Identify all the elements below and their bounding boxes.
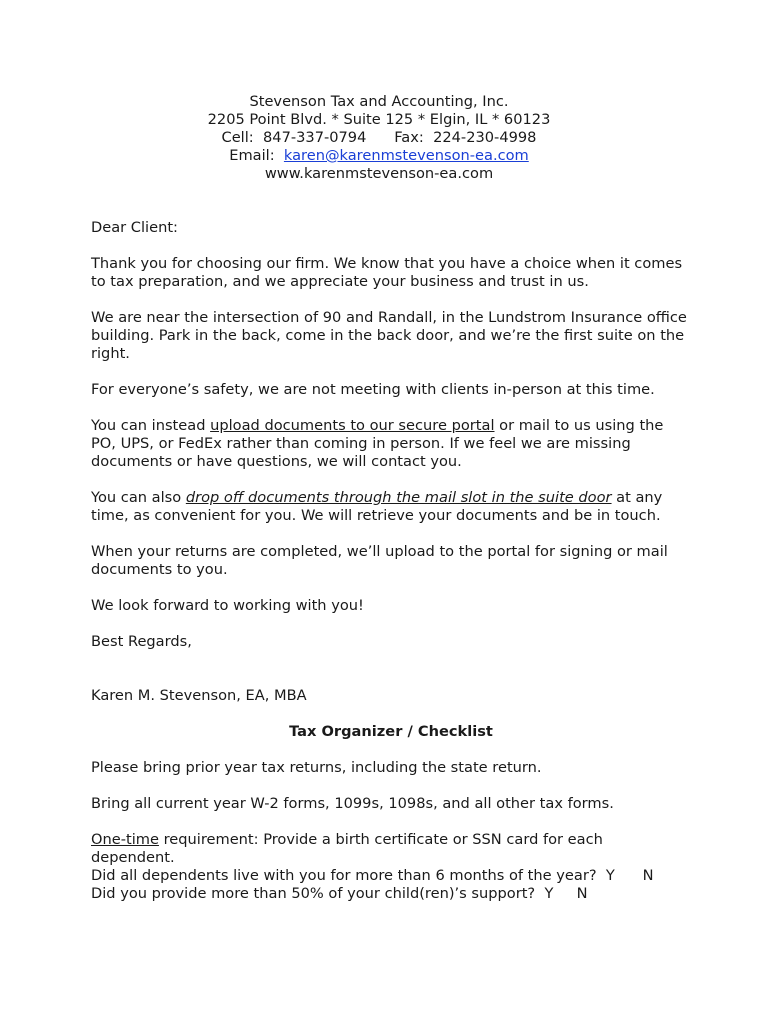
paragraph-thanks: Thank you for choosing our firm. We know that you have a choice when it comes to tax preparation, and we appreciate your business and trust in us. [91,255,683,290]
question-residency-text: Did all dependents live with you for more than 6 months of the year? [91,867,597,884]
letter-page [91,93,691,903]
checklist-item-tax-forms: Bring all current year W-2 forms, 1099s, 1098s, and all other tax forms. [91,795,614,812]
checklist-title: Tax Organizer / Checklist [289,723,493,740]
support-no-option[interactable]: N [576,885,588,902]
checklist-item-dependents [91,831,691,867]
fax-label: Fax: [394,129,424,146]
support-yes-option[interactable]: Y [544,885,554,902]
portal-link[interactable]: upload documents to our secure portal [210,417,495,434]
email-label: Email: [229,147,275,164]
cell-number: 847-337-0794 [263,129,367,146]
paragraph-dropoff [91,489,691,525]
dropoff-link: drop off documents through the mail slot in the suite door [185,489,612,506]
question-residency [91,867,691,885]
company-address: 2205 Point Blvd. * Suite 125 * Elgin, IL * 60123 [207,111,551,128]
fax-number: 224-230-4998 [433,129,537,146]
signature: Karen M. Stevenson, EA, MBA [91,687,307,704]
dropoff-post: at any time, as convenient for you. We will retrieve your documents and be in touch. [91,489,663,524]
dropoff-pre: You can also [91,489,186,506]
greeting: Dear Client: [91,219,178,236]
email-line [79,147,679,165]
email-link[interactable]: karen@karenmstevenson-ea.com [283,147,529,164]
paragraph-safety: For everyone’s safety, we are not meeting with clients in-person at this time. [91,381,655,398]
question-support-text: Did you provide more than 50% of your child(ren)’s support? [91,885,536,902]
cell-label: Cell: [221,129,254,146]
closing: Best Regards, [91,633,192,650]
one-time-label: One-time [91,831,159,848]
dependents-requirement: requirement: Provide a birth certificate or SSN card for each dependent. [91,831,603,866]
upload-post: or mail to us using the PO, UPS, or FedEx rather than coming in person. If we feel we are missing documents or have questions, we will contact you. [91,417,664,470]
paragraph-upload [91,417,691,471]
checklist-item-prior-returns: Please bring prior year tax returns, including the state return. [91,759,542,776]
website: www.karenmstevenson-ea.com [264,165,494,182]
paragraph-forward: We look forward to working with you! [91,597,364,614]
residency-yes-option[interactable]: Y [605,867,615,884]
phone-line [79,129,679,147]
letterhead [79,93,679,183]
paragraph-returns: When your returns are completed, we’ll upload to the portal for signing or mail documents to you. [91,543,668,578]
question-support [91,885,691,903]
company-name: Stevenson Tax and Accounting, Inc. [249,93,509,110]
paragraph-location: We are near the intersection of 90 and Randall, in the Lundstrom Insurance office building. Park in the back, come in the back door, and we’re the first suite on the right. [91,309,687,362]
residency-no-option[interactable]: N [642,867,654,884]
upload-pre: You can instead [91,417,211,434]
